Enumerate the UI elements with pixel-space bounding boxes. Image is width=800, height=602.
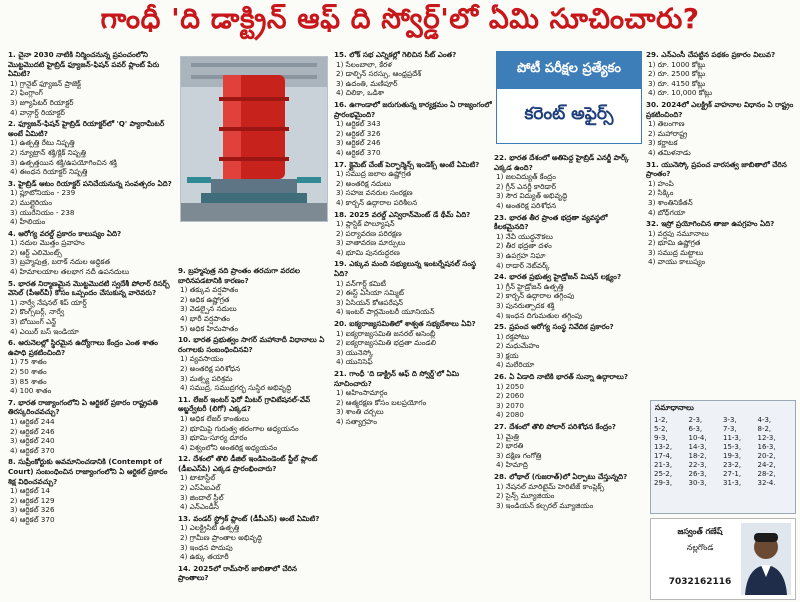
- question-item: [494, 153, 644, 211]
- question-option: 1) గ్రానైట్ ఫ్యూజన్ ప్రాజెక్ట్: [10, 78, 81, 88]
- question-option: 1) ప్లాస్టిక్ పొల్యూషన్: [336, 219, 395, 229]
- answer-key-item: 13-2,: [654, 443, 673, 451]
- question-item: [494, 472, 644, 510]
- answer-key-item: 22-3,: [688, 461, 707, 469]
- question-option: 4) వాన్గార్డ్ రియాక్టర్: [10, 107, 65, 117]
- question-item: [178, 564, 330, 583]
- page-headline: గాంధీ 'ది డాక్ట్రిన్ ఆఫ్ ది స్వోర్డ్'లో ఏమి సూచించారు?: [100, 2, 700, 35]
- question-option: 4) ఆర్టికల్ 370: [10, 445, 55, 455]
- question-option: 3) రూ. 4150 కోట్లు: [648, 78, 706, 88]
- question-option: 1) నార్వే నేషనల్ శిప్ యార్డ్: [10, 297, 87, 307]
- question-option: 4) ఇంధన దిగుమతుల తగ్గింపు: [496, 310, 583, 320]
- answer-key-item: 30-3,: [688, 479, 707, 487]
- answer-key-item: 27-1,: [723, 470, 742, 478]
- question-option: 1) ప్లూటోనియం - 239: [10, 188, 76, 198]
- question-option: 2) ఆర్ట్ ఎలిమెంట్స్: [10, 247, 62, 257]
- question-column-2: [178, 266, 330, 598]
- question-option: 3) జిందాల్ స్టీల్: [180, 492, 224, 502]
- question-option: 4) ఆర్టికల్ 370: [336, 147, 381, 157]
- question-option: 1) సముద్ర జలాల ఉష్ణోగ్రత: [336, 169, 412, 179]
- question-option: 4) రాడార్ నెట్‌వర్క్: [496, 260, 550, 270]
- answer-key-item: 4-3,: [757, 416, 772, 424]
- question-option: 2) ఆర్టికల్ 129: [10, 495, 55, 505]
- question-option: 3) ఆర్టికల్ 246: [336, 138, 381, 148]
- question-text: 28. లోథాల్ (గుజరాత్)లో ఏర్పాటు చేస్తున్నది?: [494, 472, 628, 481]
- question-item: [646, 219, 796, 267]
- answer-key-item: 14-3,: [688, 443, 707, 451]
- question-text: 25. ప్రపంచ ఆరోగ్య సంస్థ నివేదిక ప్రకారం?: [494, 322, 614, 332]
- question-option: 1) అధిక లేజర్ కాంతులు: [180, 413, 249, 423]
- question-option: 4) చిలికా, ఒడిశా: [336, 88, 385, 98]
- question-option: 4) ఆర్టికల్ 370: [10, 514, 55, 524]
- section-banner: [496, 51, 642, 147]
- reactor-photo: [180, 56, 328, 222]
- question-option: 2) ఎస్‌ఏఐఎల్: [180, 483, 221, 493]
- answer-key-item: 15-3,: [723, 443, 742, 451]
- question-option: 1) వ్యవసాయం: [180, 354, 224, 364]
- question-option: 1) హంపి: [648, 178, 674, 188]
- question-option: 3) ఏసియన్ కోఆపరేషన్: [336, 297, 403, 307]
- question-option: 3) ఆర్టికల్ 326: [10, 505, 55, 515]
- question-option: 4) కార్బన్ ఉద్గారాల పరిశీలన: [336, 197, 418, 207]
- question-text: 23. భారత తీర ప్రాంత భద్రతా వ్యవస్థలో కీలకమైనది?: [494, 212, 608, 232]
- question-text: 5. భారత నిర్మాణమైన మొట్టమొదటి స్వదేశీ పోలార్ రిసర్చ్ వెసెల్ (పీఆర్‌వీ) కోసం ఒప్పందం చేసుకున్న వారెవరు?: [8, 278, 170, 298]
- question-option: 1) మైత్రి: [496, 431, 519, 441]
- question-text: 27. దేశంలో తొలి పోలార్ పరిశోధన కేంద్రం?: [494, 422, 616, 432]
- question-text: 13. వండర్ స్ట్రోక్ ప్లాంట్ (డీపీఎస్) అంటే ఏమిటి?: [178, 513, 320, 523]
- question-item: [334, 369, 492, 427]
- question-item: [178, 266, 330, 333]
- question-item: [334, 210, 492, 258]
- answer-key-item: 3-3,: [723, 416, 737, 424]
- answer-key-item: 9-3,: [654, 434, 668, 442]
- question-text: 19. ఎక్కువ మంది సభ్యులున్న ఇంటర్నేషనల్ సంస్థ ఏది?: [334, 259, 477, 279]
- question-option: 3) జ్యూపిటర్ రియాక్టర్: [10, 97, 74, 107]
- question-column-5: [646, 50, 796, 398]
- question-text: 11. లేజర్ ఇంటర్ ఫెరో మీటర్ గ్రావిటేషనల్-వేవ్ అబ్జర్వేటరీ (లిగో) ఎక్కడ?: [178, 394, 311, 414]
- question-option: 1) గ్రీన్ హైడ్రోజన్ ఉత్పత్తి: [496, 281, 564, 291]
- question-option: 4) భూమి పునరుద్ధరణ: [336, 247, 400, 257]
- question-item: [494, 372, 644, 420]
- question-option: 1) నేషనల్ మారిటైమ్ హెరిటేజ్ కాంప్లెక్స్: [496, 481, 605, 491]
- answer-key-item: 25-2,: [654, 470, 673, 478]
- question-option: 4) ఇంటర్ పార్లమెంటరీ యూనియన్: [336, 307, 435, 317]
- question-option: 3) 2070: [496, 400, 524, 410]
- question-option: 4) సత్యాగ్రహం: [336, 416, 378, 426]
- question-option: 1) నదుల మొత్తం ప్రవాహం: [10, 238, 85, 248]
- answer-key-item: 7-3,: [723, 425, 737, 433]
- question-option: 2) కార్బన్ ఉద్గారాల తగ్గింపు: [496, 291, 575, 301]
- banner-current-affairs: కరెంట్ అఫైర్స్: [496, 89, 642, 144]
- question-column-4: [494, 153, 644, 598]
- question-option: 1) ఎలక్ట్రిసిటీ ఉత్పత్తి: [180, 523, 240, 533]
- question-text: 29. ఎన్‌ఎంసీ చేపట్టిన పథకం ప్రకారం విలువ?: [646, 50, 776, 59]
- question-item: [8, 50, 172, 117]
- answer-key-item: 6-3,: [688, 425, 703, 433]
- question-option: 4) హీలియం: [10, 217, 46, 227]
- author-photo: [741, 523, 791, 595]
- question-text: 31. యునెస్కో ప్రపంచ వారసత్వ జాబితాలో చేరిన ప్రాంతం?: [646, 159, 787, 179]
- question-option: 4) యునిసెఫ్: [336, 357, 373, 367]
- question-option: 2) ఈస్ట్ ఏసియా సమ్మిట్: [336, 288, 405, 298]
- question-item: [334, 100, 492, 158]
- question-option: 3) బోయింగ్ ఎన్జ్: [10, 317, 57, 327]
- question-text: 4. ఆరోగ్య వరల్డ్ ప్రకారం కాలుష్యం ఏది?: [8, 228, 122, 238]
- question-option: 2) గ్రామీణ ప్రాంతాల అభివృద్ధి: [180, 533, 263, 543]
- question-text: 16. ఉగాండాలో జరుగుతున్న కార్యక్రమం ఏ రాజ్యంగంలో ప్రారంభమైంది?: [334, 99, 492, 119]
- question-text: 7. భారత రాజ్యాంగంలోని ఏ ఆర్టికల్ ప్రకారం రాష్ట్రపతి తిరస్కరించవచ్చు?: [8, 397, 158, 417]
- question-option: 3) సముద్ర మట్టాలు: [648, 247, 704, 257]
- question-text: 3. హైబ్రిడ్ ఆటం రియాక్టర్ పనిచేయనున్న సంవత్సరం ఏది?: [8, 178, 172, 188]
- question-item: [494, 422, 644, 470]
- question-text: 21. గాంధీ 'ది డాక్ట్రిన్ ఆఫ్ ది స్వోర్డ్'లో ఏమి సూచించారు?: [334, 369, 460, 388]
- question-option: 4) ఎయిర్ బస్ ఇండియా: [10, 326, 79, 336]
- question-option: 4) హిమాలయాల తలభాగ నదీ ఉపనదులు: [10, 267, 130, 277]
- question-text: 8. సుప్రీంకోర్టుకు అవమానించడానికి (Contempt of Court) సంబంధించిన రాజ్యాంగంలోని ఏ ఆర్టికల్ ప్రకారం శిక్ష విధించవచ్చు?: [8, 457, 168, 486]
- question-option: 1) సేలంబాలా, కేరళ: [336, 59, 392, 69]
- question-option: 4) తమిళనాడు: [648, 147, 691, 157]
- question-option: 2) అధిక ఉష్ణోగ్రత: [180, 294, 230, 304]
- question-option: 2) మహారాష్ట్ర: [648, 128, 688, 138]
- answer-key-item: 19-3,: [723, 452, 742, 460]
- question-option: 2) మధుమేహం: [496, 341, 540, 351]
- question-option: 1) వర్షపు నమూనాలు: [648, 228, 709, 238]
- question-option: 3) కర్ణాటక: [648, 138, 678, 148]
- question-item: [8, 398, 172, 456]
- author-phone: 7032162116: [668, 577, 732, 587]
- answer-key-item: 18-2,: [688, 452, 707, 460]
- question-text: 9. బ్రహ్మపుత్ర నది ప్రాంతం తరచుగా వరదల బారినపడటానికి కారణం?: [178, 266, 300, 285]
- question-item: [8, 119, 172, 177]
- question-option: 2) పర్యావరణ పరిరక్షణ: [336, 228, 402, 238]
- avatar-icon: [741, 523, 791, 595]
- question-option: 1) ఆర్టికల్ 14: [10, 486, 50, 496]
- question-option: 4) అంతరిక్ష పరిశోధన: [496, 200, 557, 210]
- question-option: 3) సహజ వనరుల సంరక్షణ: [336, 188, 413, 198]
- answer-key-box: [650, 400, 796, 514]
- question-option: 4) 2080: [496, 410, 524, 420]
- question-option: 2) సైన్స్ మ్యూజియం: [496, 491, 555, 501]
- question-item: [8, 279, 172, 337]
- question-option: 5) అధిక హిమపాతం: [180, 323, 238, 333]
- question-option: 1) జలవిద్యుత్ కేంద్రం: [496, 172, 556, 182]
- question-option: 2) ముల్లైరియం: [10, 197, 52, 207]
- author-card: [650, 518, 796, 600]
- question-item: [8, 338, 172, 396]
- question-column-1: [8, 50, 172, 598]
- question-option: 3) పునరుత్పాదక శక్తి: [496, 300, 555, 310]
- question-option: 1) నేవీ యుద్ధనౌకలు: [496, 231, 553, 241]
- question-text: 26. ఏ ఏడాది నాటికి భారత్ సున్నా ఉద్గారాలు?: [494, 372, 629, 382]
- question-option: 4) వాయు కాలుష్యం: [648, 257, 706, 267]
- question-text: 20. ఐక్యరాజ్యసమితిలో శాశ్వత సభ్యదేశాలు ఏవి?: [334, 319, 476, 329]
- question-option: 2) అంతరిక్ష పరిశోధన: [180, 363, 241, 373]
- question-option: 2) 2060: [496, 391, 524, 401]
- question-option: 4) ఈంధ‌న రియాక్టర్ నిష్పత్తి: [10, 167, 88, 177]
- question-option: 3) క్షయ: [496, 350, 519, 360]
- reactor-illustration: [181, 57, 327, 221]
- question-option: 2) తీర భద్రతా దళం: [496, 241, 552, 251]
- question-option: 3) దక్షిణ గంగోత్రి: [496, 450, 542, 460]
- question-item: [334, 50, 492, 98]
- answer-key-item: 2-3,: [688, 416, 703, 424]
- question-item: [646, 100, 796, 158]
- question-option: 3) ఉపగ్రహ నిఘా: [496, 250, 546, 260]
- question-item: [8, 229, 172, 277]
- question-option: 2) డాల్ఫిన్ సరస్సు, ఆంధ్రప్రదేశ్: [336, 69, 422, 79]
- answer-key-item: 24-2,: [757, 461, 776, 469]
- question-option: 4) బోధ్‌గయా: [648, 207, 686, 217]
- question-item: [334, 319, 492, 367]
- question-option: 2) కొంగ్స్‌బర్గ్, నార్వే: [10, 307, 65, 317]
- answer-key-item: 10-4,: [688, 434, 707, 442]
- question-option: 2) సిక్కిం: [648, 188, 674, 198]
- question-option: 1) ఉత్పత్తి రేటు నిష్పత్తి: [10, 138, 75, 148]
- question-option: 2) ఐక్యరాజ్యసమితి భద్రతా మండలి: [336, 338, 436, 348]
- question-option: 1) ఆర్టికల్ 343: [336, 119, 381, 129]
- question-text: 22. భారత దేశంలో అతిపెద్ద హైబ్రిడ్ ఎనర్జీ పార్క్ ఎక్కడ ఉంది?: [494, 153, 629, 172]
- question-item: [178, 395, 330, 453]
- answer-key-item: 17-4,: [654, 452, 673, 460]
- question-option: 4) మలేరియా: [496, 360, 535, 370]
- question-option: 2) 50 శాతం: [10, 367, 47, 376]
- question-option: 2) రూ. 2500 కోట్లు: [648, 69, 706, 79]
- question-text: 17. క్లైమెట్ చేంజ్ పెర్ఫార్మెన్స్ ఇండెక్స్ అంటే ఏమిటి?: [334, 159, 480, 169]
- question-option: 1) రూ. 1000 కోట్లు: [648, 59, 706, 69]
- answer-key-item: 5-2,: [654, 425, 668, 433]
- question-option: 4) ఉక్కు తయారీ: [180, 552, 229, 562]
- question-item: [178, 454, 330, 512]
- question-option: 2) గ్రీన్ ఎనర్జీ కారిడార్: [496, 181, 556, 191]
- answer-key-item: 16-3,: [757, 443, 776, 451]
- question-option: 3) శాంతి చర్చలు: [336, 407, 384, 417]
- question-option: 2) ఆత్మరక్షణ కోసం బలప్రయోగం: [336, 397, 427, 407]
- question-item: [646, 160, 796, 218]
- question-item: [178, 335, 330, 393]
- question-option: 3) భూమి-సూర్య దూరం: [180, 433, 248, 443]
- question-option: 1) 75 శాతం: [10, 357, 47, 367]
- question-option: 1) ఐక్యరాజ్యసమితి జనరల్ అసెంబ్లీ: [336, 328, 436, 338]
- question-text: 12. దేశంలో తొలి డీజిల్ ఇండిపెండెంట్ స్టీల్ ప్లాంట్ (డీఐఎస్‌పి) ఎక్కడ ప్రారంభించారు?: [178, 454, 318, 473]
- question-option: 4) ఎన్‌ఎండీసీ: [180, 502, 219, 512]
- question-option: 4) విశ్వంలోని అంతరిక్ష అధ్యయనం: [180, 442, 278, 452]
- question-option: 4) రూ. 10,000 కోట్లు: [648, 88, 713, 98]
- question-item: [494, 272, 644, 320]
- question-text: 18. 2025 వరల్డ్ ఎన్విరాన్‌మెంట్ డే థీమ్ ఏది?: [334, 209, 471, 219]
- question-option: 3) ఉదంతి, మణిపూర్: [336, 78, 398, 88]
- question-text: 24. భారత ప్రభుత్వ హైడ్రోజన్ మిషన్ లక్ష్యం?: [494, 272, 622, 282]
- answer-key-title: సమాధానాలు: [655, 403, 694, 412]
- question-option: 3) 85 శాతం: [10, 376, 47, 386]
- question-text: 6. ఆరునెలల్లో స్థిరమైన ఉద్యోగాలు కేంద్రం ఎంత శాతం ఉపాధి ప్రకటించింది?: [8, 338, 158, 357]
- question-item: [494, 213, 644, 271]
- question-text: 2. ఫ్యూజన్-ఫిషన్ హైబ్రిడ్ రియాక్టర్‌లో 'Q' ప్యారామీటర్ అంటే ఏమిటి?: [8, 119, 165, 138]
- answer-key-item: 21-3,: [654, 461, 673, 469]
- answer-key-item: 28-2,: [757, 470, 776, 478]
- question-option: 4) హిమాద్రి: [496, 460, 528, 470]
- question-item: [8, 457, 172, 524]
- answer-key-item: 26-3,: [688, 470, 707, 478]
- answer-key-item: 1-2,: [654, 416, 668, 424]
- question-option: 1) తక్కువ వర్షపాతం: [180, 285, 239, 295]
- question-column-3: [334, 50, 492, 598]
- question-option: 3) బ్రహ్మపుత్ర, బరాక్ నదుల అధ్ధికత: [10, 257, 111, 267]
- question-option: 2) ఫింగ్లాంగ్: [10, 88, 43, 98]
- question-item: [334, 160, 492, 208]
- author-name: జస్వంత్ గణేష్: [677, 527, 723, 536]
- question-text: 10. భారత ప్రభుత్వం సాగర్ మహానాదీ విధానాలు ఏ రంగాలకు సంబంధించినవి?: [178, 335, 325, 354]
- answer-key-item: 29-3,: [654, 479, 673, 487]
- question-option: 3) ఇంధన పొదుపు: [180, 542, 233, 552]
- question-option: 3) వెడల్పైన నదులు: [180, 304, 237, 314]
- question-option: 1) తెలంగాణ: [648, 119, 685, 129]
- question-option: 1) 2050: [496, 381, 524, 391]
- question-text: 14. 2025లో రామ్‌సార్ జాబితాలో చేరిన ప్రాంతాలు?: [178, 563, 297, 583]
- question-item: [178, 514, 330, 562]
- question-option: 3) వాతావరణ మార్పులు: [336, 238, 406, 248]
- question-option: 3) యురేనియం - 238: [10, 207, 75, 217]
- question-option: 2) న్యూట్రాన్ శక్తి/క్లిక్ నిష్పత్తి: [10, 147, 87, 157]
- answer-key-grid: [651, 416, 795, 487]
- question-option: 1) అహింసామార్గం: [336, 388, 388, 398]
- banner-competitive-exams: పోటీ పరీక్షల ప్రత్యేకం: [496, 51, 642, 89]
- question-option: 4) సముద్ర, సముద్రగర్భ సుస్థిర అభివృద్ధి: [180, 383, 292, 393]
- question-option: 1) టాటాస్టీల్: [180, 473, 216, 483]
- question-text: 32. ఇస్రో ప్రయోగించిన తాజా ఉపగ్రహం ఏది?: [646, 219, 775, 229]
- question-option: 2) ఆర్టికల్ 326: [336, 128, 381, 138]
- answer-key-item: 8-2,: [757, 425, 772, 433]
- question-item: [494, 322, 644, 370]
- question-option: 3) ఆర్టికల్ 240: [10, 436, 55, 446]
- question-item: [8, 179, 172, 227]
- question-option: 3) ఇండియన్ కల్చరల్ మ్యూజియం: [496, 500, 594, 510]
- answer-key-item: 12-3,: [757, 434, 776, 442]
- answer-key-item: 11-3,: [723, 434, 742, 442]
- question-text: 15. లోక్ సభ ఎన్నికల్లో గెలిచిన సీట్ ఎంత?: [334, 50, 457, 59]
- question-option: 2) ఆర్టికల్ 246: [10, 426, 55, 436]
- question-text: 1. చైనా 2030 నాటికి నిర్మించనున్న ప్రపంచంలోని మొట్టమొదటి హైబ్రిడ్ ఫ్యూజన్-ఫిషన్ పవర్ ప్లాంట్ పేరు ఏమిటి?: [8, 50, 160, 79]
- question-text: 30. 2024లో ఎలక్ట్రిక్ వాహనాల విధానం ఏ రాష్ట్రం ప్రకటించింది?: [646, 99, 794, 119]
- question-option: 1) రక్తపోటు: [496, 331, 530, 341]
- question-option: 2) భూమిపై గురుత్వ తరంగాల అధ్యయనం: [180, 423, 299, 433]
- question-option: 3) ఉత్పత్తయిన శక్తి/ఉపయోగించిన శక్తి: [10, 157, 117, 167]
- question-item: [646, 50, 796, 98]
- answer-key-item: 20-2,: [757, 452, 776, 460]
- question-item: [334, 259, 492, 317]
- question-option: 1) వన్‌గార్డ్ కమిటీ: [336, 278, 386, 288]
- answer-key-item: 23-2,: [723, 461, 742, 469]
- question-option: 1) ఆర్టికల్ 244: [10, 416, 55, 426]
- answer-key-item: 31-3,: [723, 479, 742, 487]
- question-option: 3) యునెస్కో: [336, 347, 374, 357]
- question-option: 2) భూమి ఉష్ణోగ్రత: [648, 238, 701, 248]
- question-option: 4) 100 శాతం: [10, 386, 52, 396]
- question-option: 3) సౌర విద్యుత్ అభివృద్ధి: [496, 191, 568, 201]
- question-option: 3) మత్స్య పరిశ్రమ: [180, 373, 233, 383]
- answer-key-item: 32-4.: [757, 479, 776, 487]
- question-option: 2) భారతి: [496, 441, 524, 451]
- question-option: 2) అంతరిక్ష నదులు: [336, 178, 392, 188]
- question-option: 4) భారీ వర్షపాతం: [180, 313, 230, 323]
- question-option: 3) శాంతినికేతన్: [648, 197, 693, 207]
- author-place: నల్లగొండ: [686, 543, 714, 552]
